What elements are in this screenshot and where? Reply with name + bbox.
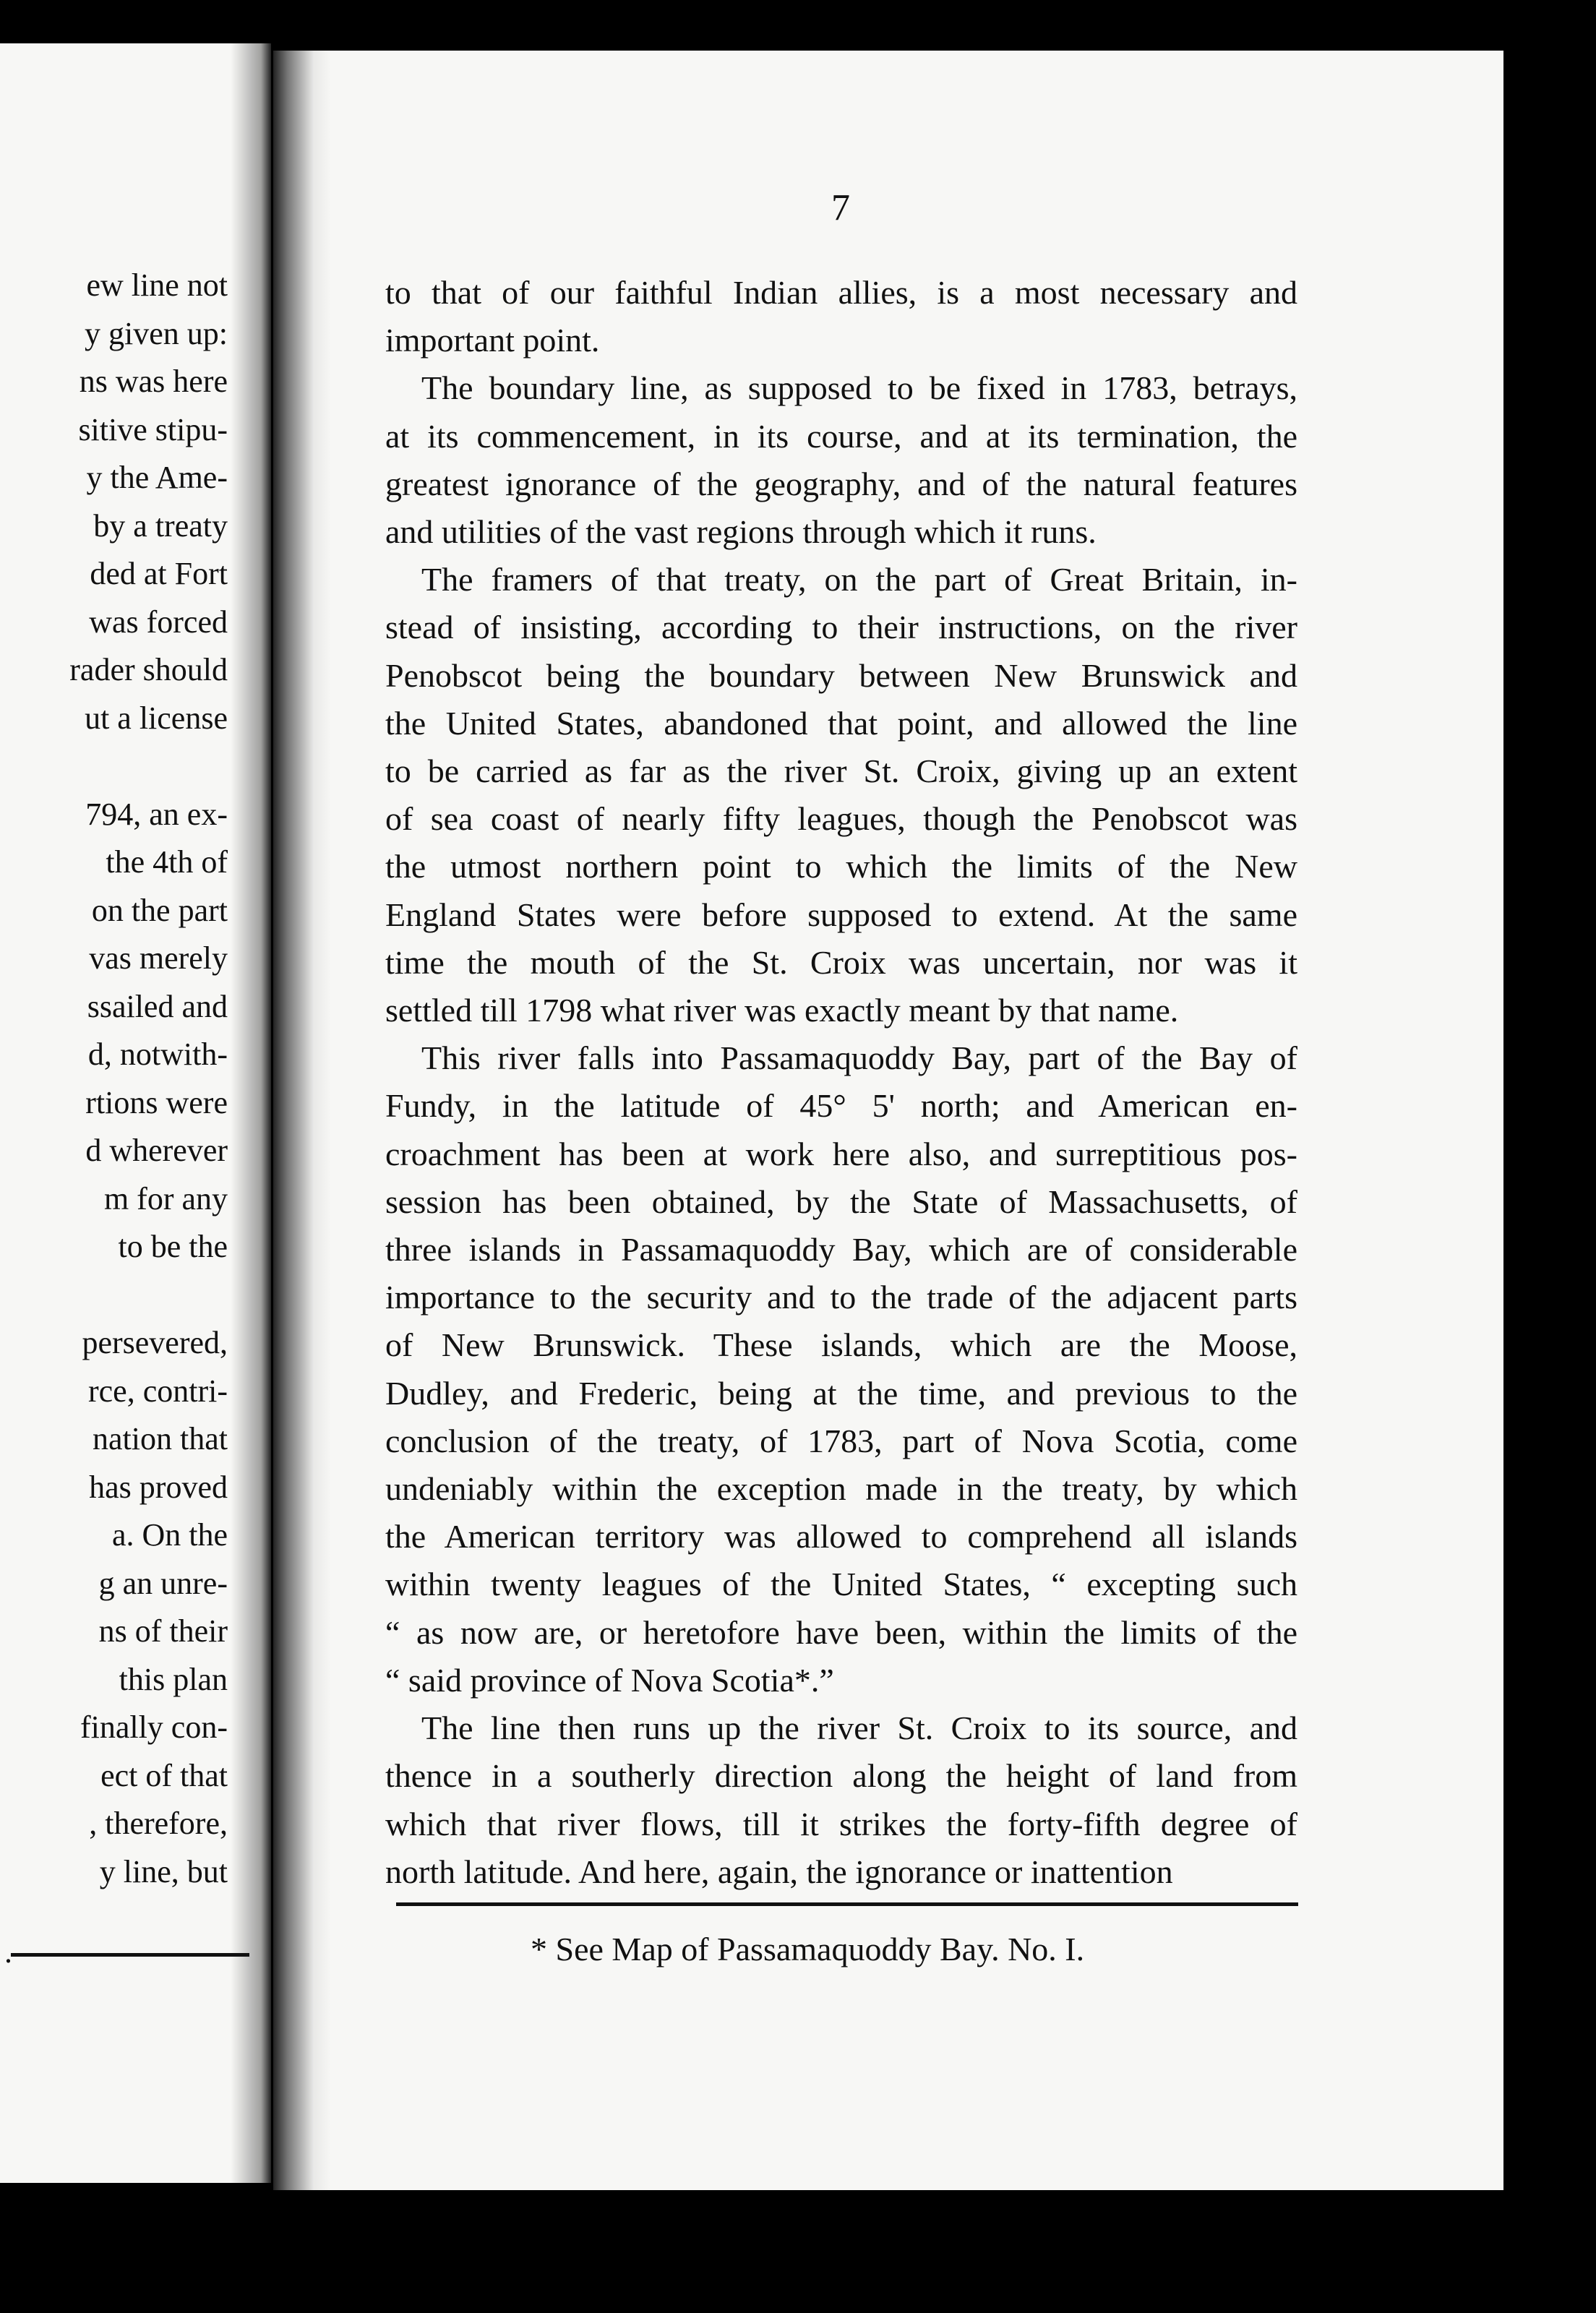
text-line: the American territory was allowed to comprehend all islands [385,1518,1297,1555]
text-line: England States were before supposed to extend. At the same [385,896,1297,933]
page-number: 7 [831,187,850,228]
text-line: “ said province of Nova Scotia*.” [385,1661,834,1699]
left-page-text [69,262,228,1896]
left-page-line: m for any [103,1180,228,1216]
text-line: which that river flows, till it strikes the forty-fifth degree of [385,1805,1297,1842]
left-page-line: ut a license [85,700,228,736]
text-line: Dudley, and Frederic, being at the time, and previous to the [385,1374,1297,1412]
left-page-line: nation that [93,1421,228,1456]
text-line: undeniably within the exception made in the treaty, by which [385,1470,1297,1508]
paragraph [385,269,1297,364]
text-line: “ as now are, or heretofore have been, within the limits of the [385,1613,1297,1651]
left-page [0,43,271,2183]
text-line: the United States, abandoned that point, and allowed the line [385,704,1297,742]
left-page-line: rtions were [85,1084,228,1120]
left-page-line: ns of their [98,1613,228,1649]
body-text [385,269,1297,1896]
text-line: This river falls into Passamaquoddy Bay, part of the Bay of [421,1039,1297,1077]
left-page-line [69,1271,228,1320]
text-line: The line then runs up the river St. Croix to its source, and [421,1709,1297,1747]
left-page-line: y given up: [85,315,228,351]
text-line: The framers of that treaty, on the part of Great Britain, in- [421,561,1297,598]
text-line: of New Brunswick. These islands, which are the Moose, [385,1326,1297,1364]
left-page-line: a. On the [111,1517,228,1553]
left-page-line: ect of that [100,1757,228,1793]
text-line: north latitude. And here, again, the ignorance or inattention [385,1853,1173,1890]
text-line: greatest ignorance of the geography, and of the natural features [385,465,1297,502]
left-page-line: vas merely [89,940,228,976]
text-line: important point. [385,322,600,359]
paragraph [385,1704,1297,1896]
text-line: at its commencement, in its course, and at its termination, the [385,417,1297,455]
left-page-line: ns was here [79,364,228,399]
left-page-line: persevered, [82,1325,228,1360]
text-line: Fundy, in the latitude of 45° 5' north; and American en- [385,1087,1297,1125]
left-page-line: the 4th of [106,844,228,880]
text-line: time the mouth of the St. Croix was uncertain, nor was it [385,943,1297,981]
footnote: * See Map of Passamaquoddy Bay. No. I. [531,1931,1085,1967]
left-page-line: ew line not [86,267,228,303]
left-footnote-rule [11,1953,249,1957]
text-line: session has been obtained, by the State of Massachusetts, of [385,1183,1297,1220]
paragraph [385,556,1297,1034]
left-page-line: finally con- [80,1709,228,1745]
left-page-line: y line, but [99,1853,228,1889]
left-page-line [69,742,228,791]
left-page-line: ded at Fort [90,556,228,591]
left-page-line: on the part [91,892,228,928]
paragraph [385,364,1297,556]
left-page-line: g an unre- [98,1565,228,1601]
footnote-rule [396,1902,1298,1906]
left-page-line: this plan [119,1661,228,1697]
left-page-line: y the Ame- [86,460,228,495]
left-page-line: rce, contri- [88,1373,228,1409]
text-line: conclusion of the treaty, of 1783, part of Nova Scotia, come [385,1422,1297,1459]
text-line: The boundary line, as supposed to be fixed in 1783, betrays, [421,369,1297,407]
right-page-gutter-shadow [273,51,331,2190]
left-page-line: has proved [89,1469,228,1505]
text-line: and utilities of the vast regions through which it runs. [385,513,1097,551]
left-page-gutter-shadow [231,43,274,2183]
text-line: settled till 1798 what river was exactly meant by that name. [385,992,1179,1029]
left-page-line: was forced [89,604,228,640]
left-page-line: 794, an ex- [85,796,228,832]
text-line: of sea coast of nearly fifty leagues, though the Penobscot was [385,800,1297,838]
text-line: to be carried as far as the river St. Croix, giving up an extent [385,752,1297,790]
left-page-line: d, notwith- [87,1037,228,1072]
left-page-line: by a treaty [93,507,228,544]
left-page-line: , therefore, [89,1806,228,1841]
text-line: thence in a southerly direction along the height of land from [385,1757,1297,1795]
text-line: the utmost northern point to which the limits of the New [385,848,1297,885]
left-page-line: sitive stipu- [78,411,228,447]
text-line: croachment has been at work here also, and surreptitious pos- [385,1135,1297,1172]
text-line: to that of our faithful Indian allies, is a most necessary and [385,274,1297,311]
left-footer-mark: . [4,1934,12,1970]
paragraph [385,1034,1297,1704]
text-line: importance to the security and to the trade of the adjacent parts [385,1279,1297,1316]
left-page-line: ssailed and [87,988,228,1024]
left-page-line: rader should [69,652,228,687]
left-page-line: d wherever [85,1133,228,1168]
text-line: stead of insisting, according to their instructions, on the river [385,609,1297,646]
text-line: three islands in Passamaquoddy Bay, which are of considerable [385,1231,1297,1269]
text-line: within twenty leagues of the United States, “ excepting such [385,1566,1297,1603]
left-page-line: to be the [118,1229,228,1264]
text-line: Penobscot being the boundary between New Brunswick and [385,656,1297,694]
